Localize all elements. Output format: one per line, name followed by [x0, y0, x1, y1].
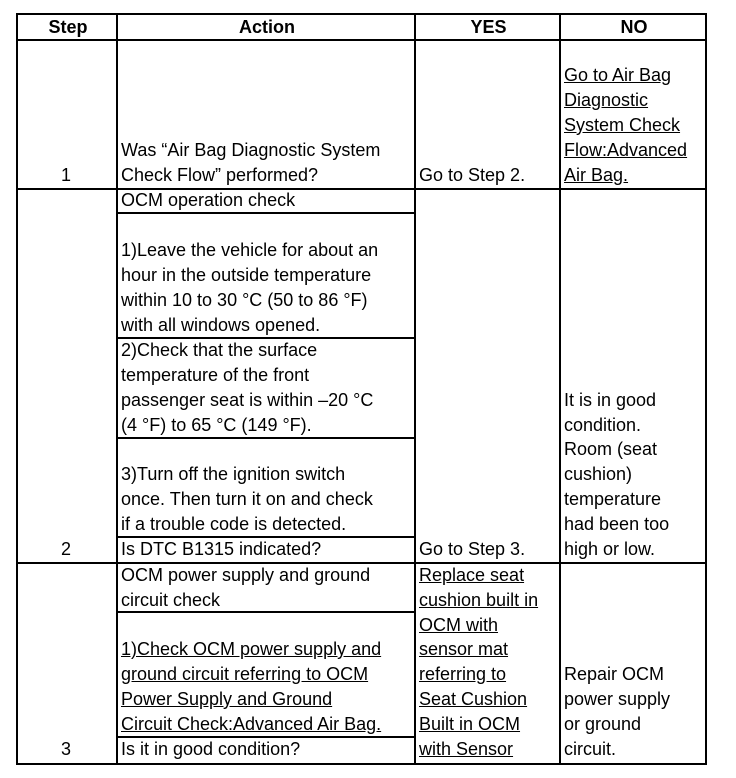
action-substep: 3)Turn off the ignition switch	[121, 464, 346, 484]
yes-link[interactable]: Built in OCM	[419, 714, 521, 734]
action-substep: 2)Check that the surface	[121, 340, 318, 360]
header-step: Step	[48, 17, 88, 37]
no-result: high or low.	[564, 539, 656, 559]
yes-link[interactable]: Seat Cushion	[419, 689, 528, 709]
yes-result: Go to Step 3.	[419, 539, 526, 559]
header-no: NO	[620, 17, 648, 37]
no-link[interactable]: Air Bag.	[564, 165, 629, 185]
action-question: Is DTC B1315 indicated?	[121, 539, 322, 559]
action-substep: passenger seat is within –20 °C	[121, 390, 374, 410]
action-link[interactable]: 1)Check OCM power supply and	[121, 639, 382, 659]
no-result: condition.	[564, 415, 642, 435]
action-substep: if a trouble code is detected.	[121, 514, 347, 534]
no-result: temperature	[564, 489, 662, 509]
no-link[interactable]: System Check	[564, 115, 681, 135]
header-yes: YES	[470, 17, 507, 37]
no-result: Room (seat	[564, 439, 658, 459]
step-number: 1	[60, 165, 71, 185]
action-question: Is it in good condition?	[121, 739, 301, 759]
action-link[interactable]: Power Supply and Ground	[121, 689, 333, 709]
action-substep: temperature of the front	[121, 365, 310, 385]
action-question: Was “Air Bag Diagnostic System	[121, 140, 381, 160]
yes-link[interactable]: OCM with	[419, 615, 499, 635]
action-title: circuit check	[121, 590, 221, 610]
step-number: 3	[60, 739, 71, 759]
no-result: circuit.	[564, 739, 617, 759]
table-border-right	[705, 13, 707, 765]
no-result: Repair OCM	[564, 664, 665, 684]
action-substep: once. Then turn it on and check	[121, 489, 373, 509]
no-result: cushion)	[564, 464, 633, 484]
action-link[interactable]: ground circuit referring to OCM	[121, 664, 369, 684]
step-number: 2	[60, 539, 71, 559]
yes-link[interactable]: Replace seat	[419, 565, 525, 585]
no-link[interactable]: Diagnostic	[564, 90, 649, 110]
no-result: It is in good	[564, 390, 657, 410]
no-result: or ground	[564, 714, 642, 734]
action-substep: with all windows opened.	[121, 315, 321, 335]
no-result: power supply	[564, 689, 671, 709]
action-substep: (4 °F) to 65 °C (149 °F).	[121, 415, 312, 435]
action-question: Check Flow” performed?	[121, 165, 319, 185]
action-title: OCM operation check	[121, 190, 296, 210]
table-border-left	[16, 13, 18, 765]
action-substep: within 10 to 30 °C (50 to 86 °F)	[121, 290, 368, 310]
action-substep: 1)Leave the vehicle for about an	[121, 240, 379, 260]
table-border-bottom	[16, 763, 707, 765]
header-action: Action	[239, 17, 295, 37]
action-title: OCM power supply and ground	[121, 565, 371, 585]
yes-link[interactable]: referring to	[419, 664, 507, 684]
yes-link[interactable]: cushion built in	[419, 590, 539, 610]
yes-result: Go to Step 2.	[419, 165, 526, 185]
no-link[interactable]: Go to Air Bag	[564, 65, 672, 85]
action-link[interactable]: Circuit Check:Advanced Air Bag.	[121, 714, 382, 734]
no-result: had been too	[564, 514, 670, 534]
yes-link[interactable]: sensor mat	[419, 639, 509, 659]
action-substep: hour in the outside temperature	[121, 265, 372, 285]
no-link[interactable]: Flow:Advanced	[564, 140, 688, 160]
yes-link[interactable]: with Sensor	[419, 739, 514, 759]
